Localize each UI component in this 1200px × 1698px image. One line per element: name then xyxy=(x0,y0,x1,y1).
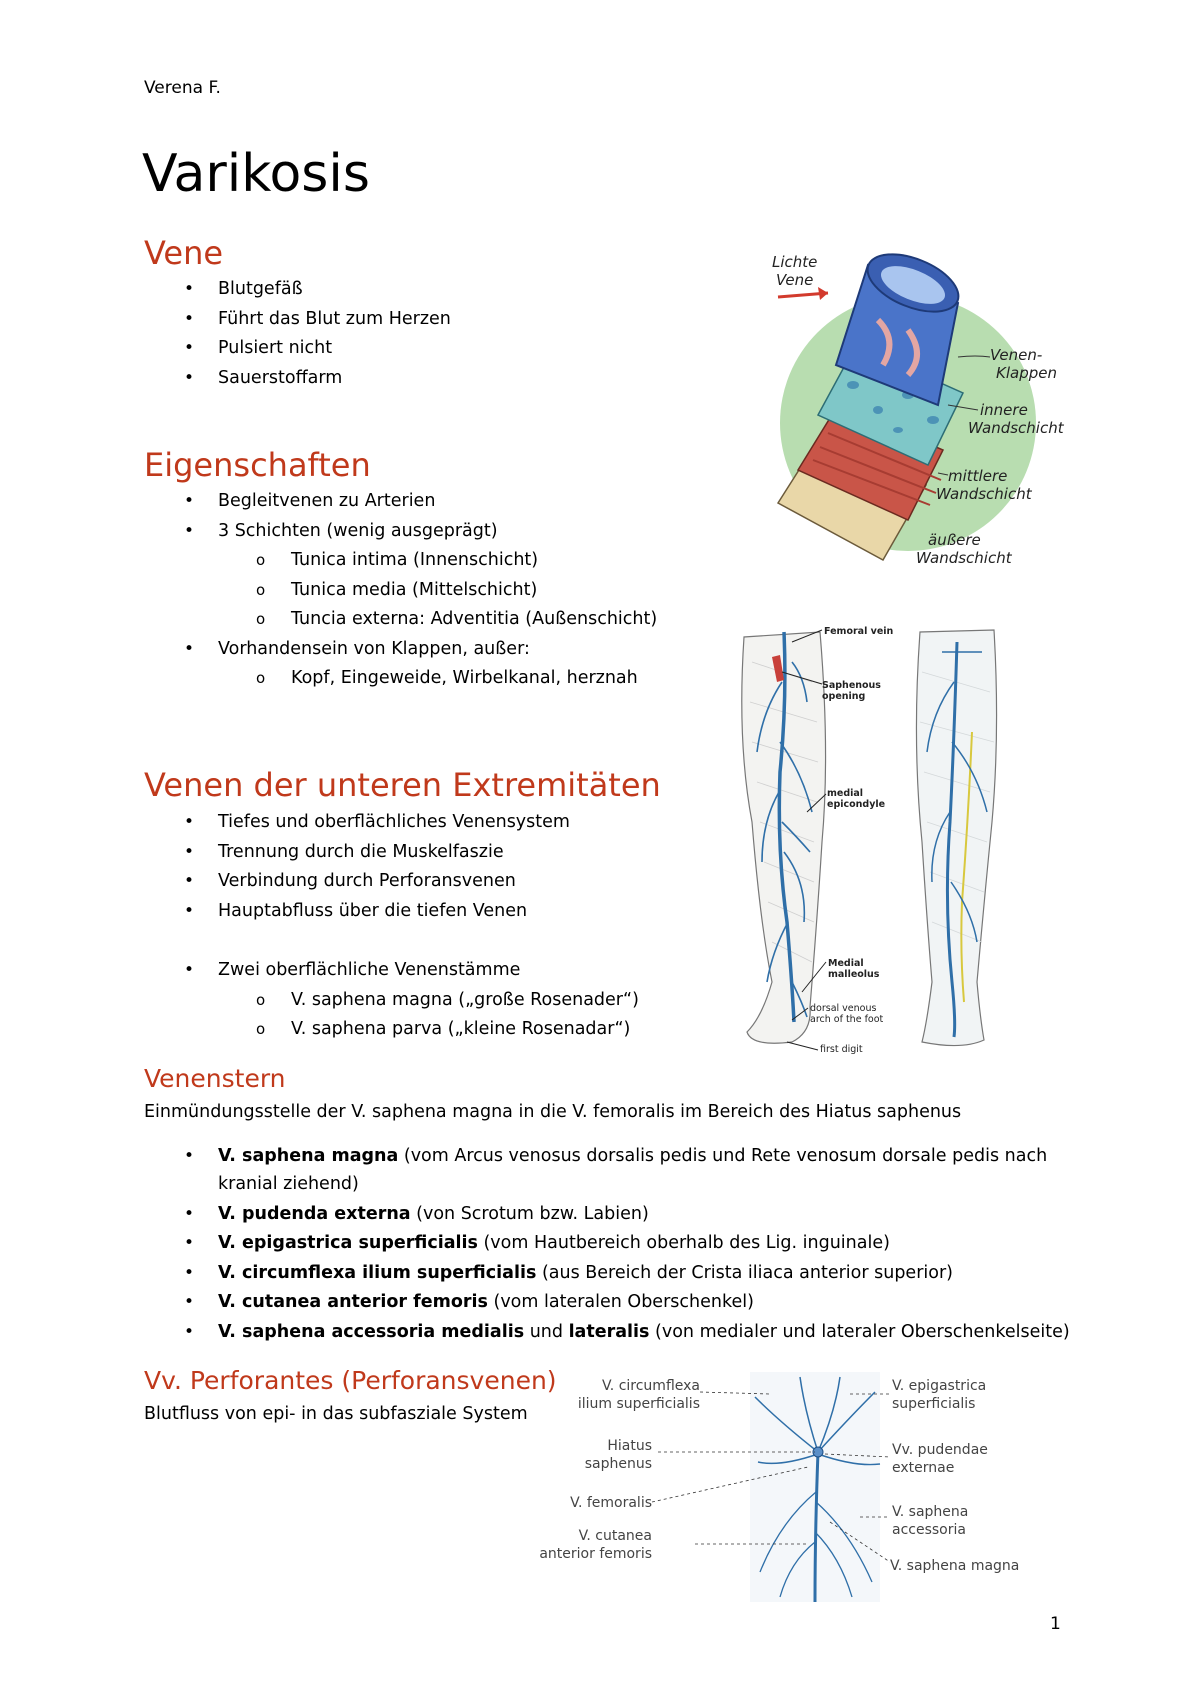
label-pudendae-line2: externae xyxy=(892,1460,955,1476)
label-accessoria-line2: accessoria xyxy=(892,1522,966,1538)
bold-term: lateralis xyxy=(568,1321,650,1342)
label-dorsal-line2: arch of the foot xyxy=(810,1014,884,1025)
heading-extremitaeten: Venen der unteren Extremitäten xyxy=(144,766,661,804)
list-item: • 3 Schichten (wenig ausgeprägt) xyxy=(144,517,657,547)
page-number: 1 xyxy=(1050,1614,1061,1634)
label-saphenous-line2: opening xyxy=(822,691,866,702)
label-hiatus-line1: Hiatus xyxy=(607,1438,652,1454)
sub-list-item: o Tuncia externa: Adventitia (Außenschicht) xyxy=(144,605,657,635)
list-vene xyxy=(144,275,451,393)
list-item xyxy=(144,1288,1074,1316)
list-item: • Sauerstoffarm xyxy=(144,364,451,394)
label-innere-line2: Wandschicht xyxy=(968,419,1064,437)
list-item: • Führt das Blut zum Herzen xyxy=(144,305,451,335)
list-item xyxy=(144,1142,1074,1198)
term-connector: und xyxy=(524,1321,569,1342)
term-description: (vom Arcus venosus dorsalis pedis und Rete venosum dorsale pedis nach kranial ziehend) xyxy=(218,1146,1048,1194)
label-klappen-line1: Venen- xyxy=(990,346,1043,364)
vein-wall-illustration xyxy=(758,245,1070,573)
list-item: • Verbindung durch Perforansvenen xyxy=(144,867,639,897)
list-item xyxy=(144,1229,1074,1257)
leg-veins-illustration xyxy=(732,622,1022,1058)
label-saphenous-line1: Saphenous xyxy=(822,680,881,691)
perforantes-intro: Blutfluss von epi- in das subfasziale System xyxy=(144,1404,528,1424)
label-cutanea-line1: V. cutanea xyxy=(578,1528,652,1544)
venenstern-intro: Einmündungsstelle der V. saphena magna in die V. femoralis im Bereich des Hiatus saphenus xyxy=(144,1102,962,1122)
label-aeussere-line1: äußere xyxy=(928,531,981,549)
sub-list-item: o Tunica intima (Innenschicht) xyxy=(144,546,657,576)
list-item: • Trennung durch die Muskelfaszie xyxy=(144,838,639,868)
heading-vene: Vene xyxy=(144,234,224,272)
label-magna: V. saphena magna xyxy=(890,1558,1020,1574)
document-title: Varikosis xyxy=(142,144,370,204)
author-name: Verena F. xyxy=(144,78,221,98)
bold-term: V. saphena accessoria medialis xyxy=(218,1321,525,1342)
label-mittlere-line2: Wandschicht xyxy=(936,485,1032,503)
label-aeussere-line2: Wandschicht xyxy=(916,549,1012,567)
sub-list-item: o Tunica media (Mittelschicht) xyxy=(144,576,657,606)
term-description: (von medialer und lateraler Oberschenkelseite) xyxy=(649,1321,1070,1342)
label-first-digit: first digit xyxy=(820,1044,863,1055)
list-venenstern xyxy=(144,1142,1074,1347)
flow-arrow-head xyxy=(818,287,828,300)
sub-list-item: o V. saphena parva („kleine Rosenadar“) xyxy=(144,1015,639,1045)
list-item: • Tiefes und oberflächliches Venensystem xyxy=(144,808,639,838)
label-malleolus-line2: malleolus xyxy=(828,969,880,980)
list-item: • Begleitvenen zu Arterien xyxy=(144,487,657,517)
label-cutanea-line2: anterior femoris xyxy=(539,1546,652,1562)
bold-term: V. pudenda externa xyxy=(218,1203,411,1224)
list-item: • Hauptabfluss über die tiefen Venen xyxy=(144,897,639,927)
list-item: • Pulsiert nicht xyxy=(144,334,451,364)
label-accessoria-line1: V. saphena xyxy=(892,1504,969,1520)
venenstern-illustration xyxy=(539,1372,1030,1602)
label-circumflexa-line2: ilium superficialis xyxy=(577,1396,700,1412)
sub-list-item: o V. saphena magna („große Rosenader“) xyxy=(144,986,639,1016)
label-femoralis: V. femoralis xyxy=(570,1495,652,1511)
label-epicondyle-line1: medial xyxy=(827,788,864,799)
label-lichte-line2: Vene xyxy=(776,271,814,289)
term-description: (von Scrotum bzw. Labien) xyxy=(410,1203,649,1224)
sub-list-item: o Kopf, Eingeweide, Wirbelkanal, herznah xyxy=(144,664,657,694)
label-epicondyle-line2: epicondyle xyxy=(827,799,886,810)
list-eigenschaften xyxy=(144,487,657,694)
heading-eigenschaften: Eigenschaften xyxy=(144,446,371,484)
list-item xyxy=(144,1318,1074,1346)
bold-term: V. saphena magna xyxy=(218,1146,399,1166)
bold-term: V. epigastrica superficialis xyxy=(218,1233,478,1253)
bold-term: V. circumflexa ilium superficialis xyxy=(218,1262,537,1283)
label-dorsal-line1: dorsal venous xyxy=(810,1003,877,1014)
list-item xyxy=(144,1200,1074,1228)
list-item: • Zwei oberflächliche Venenstämme xyxy=(144,956,639,986)
label-femoral-vein: Femoral vein xyxy=(824,626,894,637)
term-description: (aus Bereich der Crista iliaca anterior superior) xyxy=(536,1262,953,1283)
heading-perforantes: Vv. Perforantes (Perforansvenen) xyxy=(144,1366,557,1395)
heading-venenstern: Venenstern xyxy=(144,1064,286,1093)
list-item: • Vorhandensein von Klappen, außer: xyxy=(144,635,657,665)
label-innere-line1: innere xyxy=(980,401,1028,419)
label-lichte-line1: Lichte xyxy=(772,253,818,271)
label-circumflexa-line1: V. circumflexa xyxy=(602,1378,700,1394)
term-description: (vom lateralen Oberschenkel) xyxy=(487,1292,754,1312)
bold-term: V. cutanea anterior femoris xyxy=(218,1292,488,1312)
label-klappen-line2: Klappen xyxy=(996,364,1057,382)
label-malleolus-line1: Medial xyxy=(828,958,864,969)
term-description: (vom Hautbereich oberhalb des Lig. inguinale) xyxy=(477,1233,890,1253)
label-pudendae-line1: Vv. pudendae xyxy=(892,1442,988,1458)
label-epigastrica-line2: superficialis xyxy=(892,1396,976,1412)
list-extremitaeten xyxy=(144,808,639,1045)
label-mittlere-line1: mittlere xyxy=(948,467,1008,485)
label-hiatus-line2: saphenus xyxy=(584,1456,652,1472)
list-item xyxy=(144,1259,1074,1287)
label-epigastrica-line1: V. epigastrica xyxy=(892,1378,987,1394)
list-item: • Blutgefäß xyxy=(144,275,451,305)
